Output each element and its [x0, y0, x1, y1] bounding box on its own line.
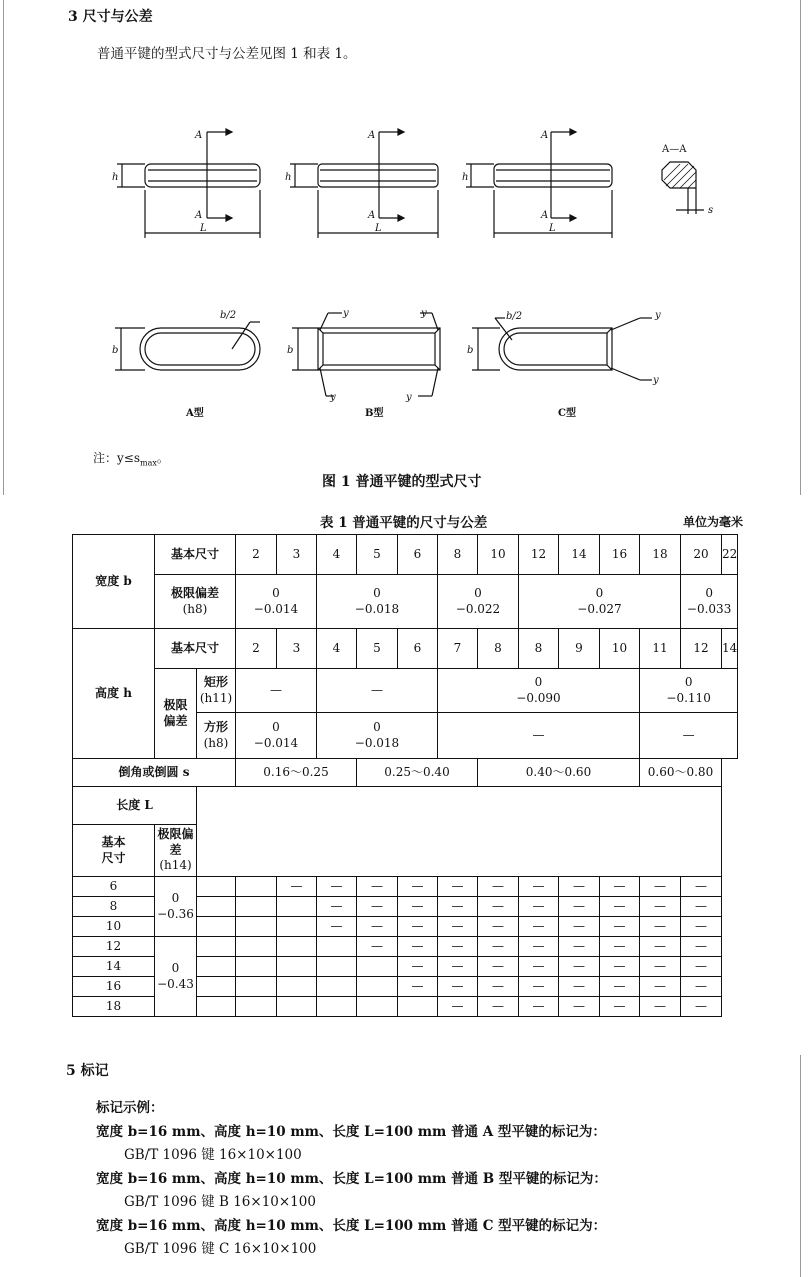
length-dash: —	[438, 897, 478, 917]
width-dev: 0 −0.022	[438, 575, 519, 629]
length-row	[73, 937, 738, 957]
key-b-side-view	[290, 129, 438, 238]
table-row	[73, 535, 738, 575]
length-blank-cell	[197, 917, 236, 937]
length-dash: —	[398, 977, 438, 997]
height-value: 8	[519, 629, 559, 669]
length-blank-cell	[357, 977, 398, 997]
key-b-top-view	[292, 313, 440, 396]
length-dash: —	[681, 877, 722, 897]
length-dash: —	[640, 937, 681, 957]
length-dash: —	[559, 977, 600, 997]
example-line-3: 宽度 b=16 mm、高度 h=10 mm、长度 L=100 mm 普通 C 型平键的标记为：	[96, 1218, 607, 1234]
height-value: 7	[438, 629, 478, 669]
length-dash: —	[357, 917, 398, 937]
length-label: 长度 L	[73, 787, 197, 825]
length-blank-cell	[277, 937, 317, 957]
length-blank-cell	[317, 997, 357, 1017]
label-s: s	[708, 205, 714, 216]
length-dash: —	[600, 977, 640, 997]
length-blank-cell	[197, 897, 236, 917]
label-a: A	[541, 130, 549, 141]
length-blank-cell	[277, 977, 317, 997]
length-blank-cell	[317, 957, 357, 977]
rect-dev: —	[317, 669, 438, 713]
length-dash: —	[438, 997, 478, 1017]
length-dash: —	[519, 997, 559, 1017]
length-blank-cell	[197, 997, 236, 1017]
length-basic-value: 6	[73, 877, 155, 897]
length-dash: —	[478, 937, 519, 957]
length-dash: —	[317, 897, 357, 917]
square-dev: —	[438, 713, 640, 759]
chamfer-value: 0.16～0.25	[236, 759, 357, 787]
page-edge-line	[800, 1055, 801, 1277]
length-dash: —	[357, 937, 398, 957]
width-value: 6	[398, 535, 438, 575]
width-value: 8	[438, 535, 478, 575]
length-blank-cell	[197, 957, 236, 977]
section-label: A—A	[662, 144, 687, 155]
width-dev: 0 −0.018	[317, 575, 438, 629]
label-h: h	[462, 172, 469, 183]
length-dash: —	[438, 957, 478, 977]
length-dash: —	[478, 977, 519, 997]
length-dash: —	[640, 877, 681, 897]
square-label: 方形 (h8)	[197, 713, 236, 759]
length-blank-cell	[236, 877, 277, 897]
label-y: y	[330, 392, 336, 403]
length-dev-label: 极限偏差 (h14)	[155, 825, 197, 877]
length-basic-value: 10	[73, 917, 155, 937]
label-y: y	[653, 375, 659, 386]
width-label: 宽度 b	[73, 535, 155, 629]
length-dash: —	[559, 917, 600, 937]
length-basic-value: 14	[73, 957, 155, 977]
length-basic-value: 12	[73, 937, 155, 957]
width-value: 12	[519, 535, 559, 575]
label-y: y	[343, 308, 349, 319]
label-b: b	[112, 345, 119, 356]
width-value: 14	[559, 535, 600, 575]
square-dev: 0 −0.018	[317, 713, 438, 759]
table-unit: 单位为毫米	[683, 515, 744, 529]
length-dash: —	[398, 877, 438, 897]
section-3-intro: 普通平键的型式尺寸与公差见图 1 和表 1。	[97, 46, 357, 62]
example-line-1: 宽度 b=16 mm、高度 h=10 mm、长度 L=100 mm 普通 A 型平键的标记为：	[96, 1124, 606, 1140]
chamfer-value: 0.25～0.40	[357, 759, 478, 787]
type-b-label: B型	[365, 408, 384, 419]
width-value: 4	[317, 535, 357, 575]
length-dash: —	[640, 917, 681, 937]
length-dash: —	[519, 897, 559, 917]
basic-size-label: 基本尺寸	[155, 535, 236, 575]
length-dash: —	[519, 937, 559, 957]
length-blank-cell	[236, 977, 277, 997]
length-dash: —	[478, 897, 519, 917]
length-dash: —	[317, 877, 357, 897]
length-blank-cell	[236, 997, 277, 1017]
width-value: 2	[236, 535, 277, 575]
label-y: y	[655, 310, 661, 321]
width-value: 22	[722, 535, 738, 575]
length-dash: —	[681, 937, 722, 957]
length-dash: —	[478, 957, 519, 977]
length-blank-cell	[317, 937, 357, 957]
length-dash: —	[317, 917, 357, 937]
length-blank-cell	[277, 897, 317, 917]
length-dev-value: 0 −0.36	[155, 877, 197, 937]
length-blank-cell	[197, 877, 236, 897]
length-dash: —	[398, 917, 438, 937]
length-dash: —	[438, 917, 478, 937]
example-mark-1: GB/T 1096 键 16×10×100	[124, 1147, 302, 1163]
length-dash: —	[438, 977, 478, 997]
length-dash: —	[600, 877, 640, 897]
length-blank-cell	[236, 937, 277, 957]
length-dash: —	[640, 997, 681, 1017]
chamfer-value: 0.40～0.60	[478, 759, 640, 787]
label-b: b	[287, 345, 294, 356]
example-mark-3: GB/T 1096 键 C 16×10×100	[124, 1241, 317, 1257]
label-a: A	[541, 210, 549, 221]
length-dash: —	[398, 897, 438, 917]
length-blank	[197, 787, 722, 877]
figure-caption: 图 1 普通平键的型式尺寸	[322, 474, 482, 490]
length-blank-cell	[317, 977, 357, 997]
width-value: 5	[357, 535, 398, 575]
length-basic-value: 8	[73, 897, 155, 917]
width-value: 10	[478, 535, 519, 575]
length-dash: —	[640, 957, 681, 977]
height-value: 11	[640, 629, 681, 669]
key-c-side-view	[466, 129, 612, 238]
length-dash: —	[357, 897, 398, 917]
limit-dev-short: 极限 偏差	[155, 669, 197, 759]
figure-1-drawing	[0, 110, 808, 470]
length-dash: —	[519, 977, 559, 997]
key-a-side-view	[117, 129, 260, 238]
length-row	[73, 877, 738, 897]
label-a: A	[368, 210, 376, 221]
label-a: A	[368, 130, 376, 141]
length-blank-cell	[236, 957, 277, 977]
label-h: h	[112, 172, 119, 183]
label-l: L	[549, 223, 556, 234]
length-dash: —	[640, 977, 681, 997]
table-caption: 表 1 普通平键的尺寸与公差	[320, 515, 488, 531]
key-a-top-view	[115, 322, 260, 370]
length-dash: —	[681, 897, 722, 917]
length-blank-cell	[277, 917, 317, 937]
chamfer-label: 倒角或倒圆 s	[73, 759, 236, 787]
length-blank-cell	[197, 937, 236, 957]
table-row	[73, 787, 738, 825]
length-dash: —	[681, 957, 722, 977]
section-3-title: 3 尺寸与公差	[68, 9, 153, 25]
label-b2: b/2	[220, 310, 237, 321]
width-value: 3	[277, 535, 317, 575]
label-y: y	[421, 308, 427, 319]
height-value: 14	[722, 629, 738, 669]
length-dash: —	[681, 977, 722, 997]
length-dash: —	[600, 917, 640, 937]
length-dash: —	[398, 957, 438, 977]
example-line-2: 宽度 b=16 mm、高度 h=10 mm、长度 L=100 mm 普通 B 型平键的标记为：	[96, 1171, 607, 1187]
label-a: A	[195, 210, 203, 221]
rect-dev: 0 −0.090	[438, 669, 640, 713]
table-row	[73, 629, 738, 669]
square-dev: 0 −0.014	[236, 713, 317, 759]
length-dash: —	[357, 877, 398, 897]
length-basic-value: 16	[73, 977, 155, 997]
length-blank-cell	[236, 897, 277, 917]
rect-label: 矩形 (h11)	[197, 669, 236, 713]
section-a-a-view	[662, 162, 704, 214]
label-a: A	[195, 130, 203, 141]
length-dash: —	[559, 937, 600, 957]
length-dash: —	[519, 957, 559, 977]
label-b2: b/2	[506, 311, 523, 322]
height-label: 高度 h	[73, 629, 155, 759]
width-dev: 0 −0.014	[236, 575, 317, 629]
example-label: 标记示例：	[96, 1100, 164, 1116]
height-value: 4	[317, 629, 357, 669]
label-y: y	[406, 392, 412, 403]
length-blank-cell	[277, 957, 317, 977]
example-mark-2: GB/T 1096 键 B 16×10×100	[124, 1194, 316, 1210]
type-c-label: C型	[558, 408, 576, 419]
table-1	[72, 534, 738, 1017]
label-h: h	[285, 172, 292, 183]
section-5-title: 5 标记	[66, 1063, 109, 1079]
length-dash: —	[559, 897, 600, 917]
length-dev-value: 0 −0.43	[155, 937, 197, 1017]
width-value: 20	[681, 535, 722, 575]
length-blank-cell	[357, 957, 398, 977]
width-dev: 0 −0.027	[519, 575, 681, 629]
length-dash: —	[438, 877, 478, 897]
rect-dev: 0 −0.110	[640, 669, 738, 713]
height-value: 9	[559, 629, 600, 669]
table-row	[73, 669, 738, 713]
length-blank-cell	[398, 997, 438, 1017]
length-dash: —	[478, 877, 519, 897]
width-value: 16	[600, 535, 640, 575]
length-blank-cell	[277, 997, 317, 1017]
figure-note: 注：$y\le s_{max}$。	[93, 451, 169, 468]
height-value: 6	[398, 629, 438, 669]
label-l: L	[200, 223, 207, 234]
basic-size-label: 基本尺寸	[155, 629, 236, 669]
length-dash: —	[681, 997, 722, 1017]
chamfer-value: 0.60～0.80	[640, 759, 722, 787]
height-value: 10	[600, 629, 640, 669]
length-dash: —	[398, 937, 438, 957]
length-dash: —	[519, 877, 559, 897]
length-dash: —	[277, 877, 317, 897]
label-b: b	[467, 345, 474, 356]
length-dash: —	[559, 957, 600, 977]
length-dash: —	[519, 917, 559, 937]
height-value: 5	[357, 629, 398, 669]
length-blank-cell	[236, 917, 277, 937]
length-basic-label: 基本 尺寸	[73, 825, 155, 877]
key-c-top-view	[472, 318, 652, 380]
length-dash: —	[559, 877, 600, 897]
square-dev: —	[640, 713, 738, 759]
rect-dev: —	[236, 669, 317, 713]
length-blank-cell	[357, 997, 398, 1017]
height-value: 12	[681, 629, 722, 669]
width-dev: 0 −0.033	[681, 575, 738, 629]
length-dash: —	[478, 997, 519, 1017]
length-dash: —	[478, 917, 519, 937]
length-dash: —	[559, 997, 600, 1017]
label-l: L	[375, 223, 382, 234]
type-a-label: A型	[186, 408, 204, 419]
table-row	[73, 759, 738, 787]
length-dash: —	[600, 897, 640, 917]
table-row	[73, 575, 738, 629]
length-dash: —	[640, 897, 681, 917]
height-value: 2	[236, 629, 277, 669]
length-basic-value: 18	[73, 997, 155, 1017]
length-dash: —	[600, 957, 640, 977]
height-value: 8	[478, 629, 519, 669]
limit-dev-label: 极限偏差 (h8)	[155, 575, 236, 629]
height-value: 3	[277, 629, 317, 669]
width-value: 18	[640, 535, 681, 575]
length-dash: —	[438, 937, 478, 957]
length-dash: —	[600, 937, 640, 957]
length-dash: —	[681, 917, 722, 937]
length-dash: —	[600, 997, 640, 1017]
length-blank-cell	[197, 977, 236, 997]
